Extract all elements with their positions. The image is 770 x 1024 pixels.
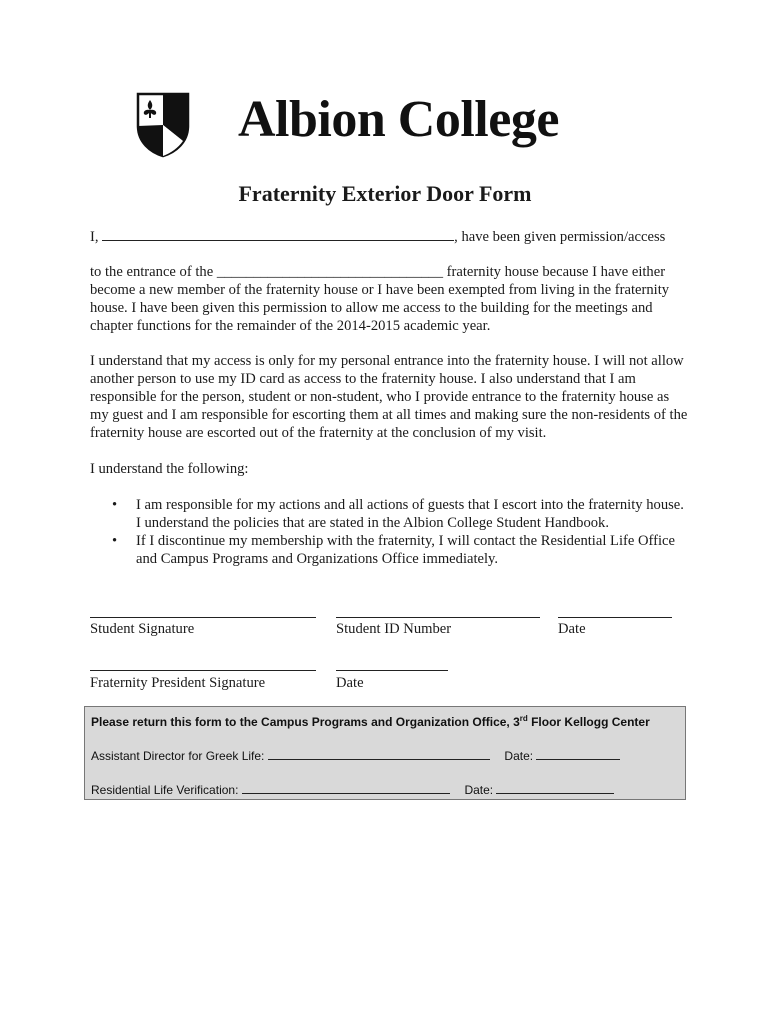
form-title: Fraternity Exterior Door Form (238, 181, 532, 206)
residential-date-blank[interactable] (496, 783, 614, 794)
assistant-date-label: Date: (504, 749, 534, 763)
name-blank[interactable] (102, 230, 454, 241)
residential-life-blank[interactable] (242, 783, 450, 794)
assistant-director-label: Assistant Director for Greek Life: (91, 749, 265, 763)
paragraph-understand: I understand the following: (90, 461, 249, 477)
bullet-text: If I discontinue my membership with the fraternity, I will contact the Residential Life Office and Campus Programs and Organizations Office immediately. (136, 533, 675, 567)
assistant-director-blank[interactable] (268, 749, 490, 760)
president-date-line[interactable] (336, 670, 448, 671)
college-name: Albion College (238, 91, 559, 148)
return-heading-text-end: Floor Kellogg Center (527, 715, 650, 729)
permission-prefix: I, (90, 229, 99, 245)
college-header (136, 88, 656, 168)
president-date-label: Date (336, 675, 364, 691)
residential-date-label: Date: (464, 783, 494, 797)
date-line[interactable] (558, 617, 672, 618)
student-id-line[interactable] (336, 617, 540, 618)
list-item (90, 532, 690, 568)
list-item (90, 496, 690, 532)
assistant-director-row (91, 749, 620, 763)
president-signature-line[interactable] (90, 670, 316, 671)
date-label: Date (558, 621, 586, 637)
residential-life-label: Residential Life Verification: (91, 783, 239, 797)
bullet-text: I am responsible for my actions and all actions of guests that I escort into the fraternity house. I understand the policies that are stated in the Albion College Student Handbook. (136, 497, 684, 531)
permission-line (90, 228, 690, 246)
president-signature-label: Fraternity President Signature (90, 675, 266, 691)
return-heading (91, 714, 650, 729)
residential-life-row (91, 783, 614, 797)
paragraph-access-terms: I understand that my access is only for my personal entrance into the fraternity house. I will not allow another person to use my ID card as access to the fraternity house. I also understand that I am responsible for the person, student or non-student, who I provide entrance to the fraternity house as my guest and I am responsible for escorting them at all times and making sure the non-residents of the fraternity house are escorted out of the fraternity at the conclusion of my visit. (90, 353, 688, 441)
student-signature-label: Student Signature (90, 621, 195, 637)
return-instructions-box (84, 706, 686, 800)
bullet-list (90, 496, 690, 568)
permission-suffix: , have been given permission/access (454, 229, 666, 245)
fleur-de-lis-shield-icon (136, 92, 190, 158)
return-heading-sup: rd (519, 714, 528, 723)
paragraph-entrance: to the entrance of the _______________________________ fraternity house because I have either become a new member of the fraternity house or I have been exempted from living in the fraternity house. I have been given this permission to allow me access to the building for the meetings and chapter functions for the remainder of the 2014-2015 academic year. (90, 264, 670, 334)
assistant-date-blank[interactable] (536, 749, 620, 760)
return-heading-text: Please return this form to the Campus Programs and Organization Office, 3 (91, 715, 520, 729)
bullet-icon: • (112, 497, 118, 513)
bullet-icon: • (112, 533, 118, 549)
student-signature-line[interactable] (90, 617, 316, 618)
student-id-label: Student ID Number (336, 621, 452, 637)
